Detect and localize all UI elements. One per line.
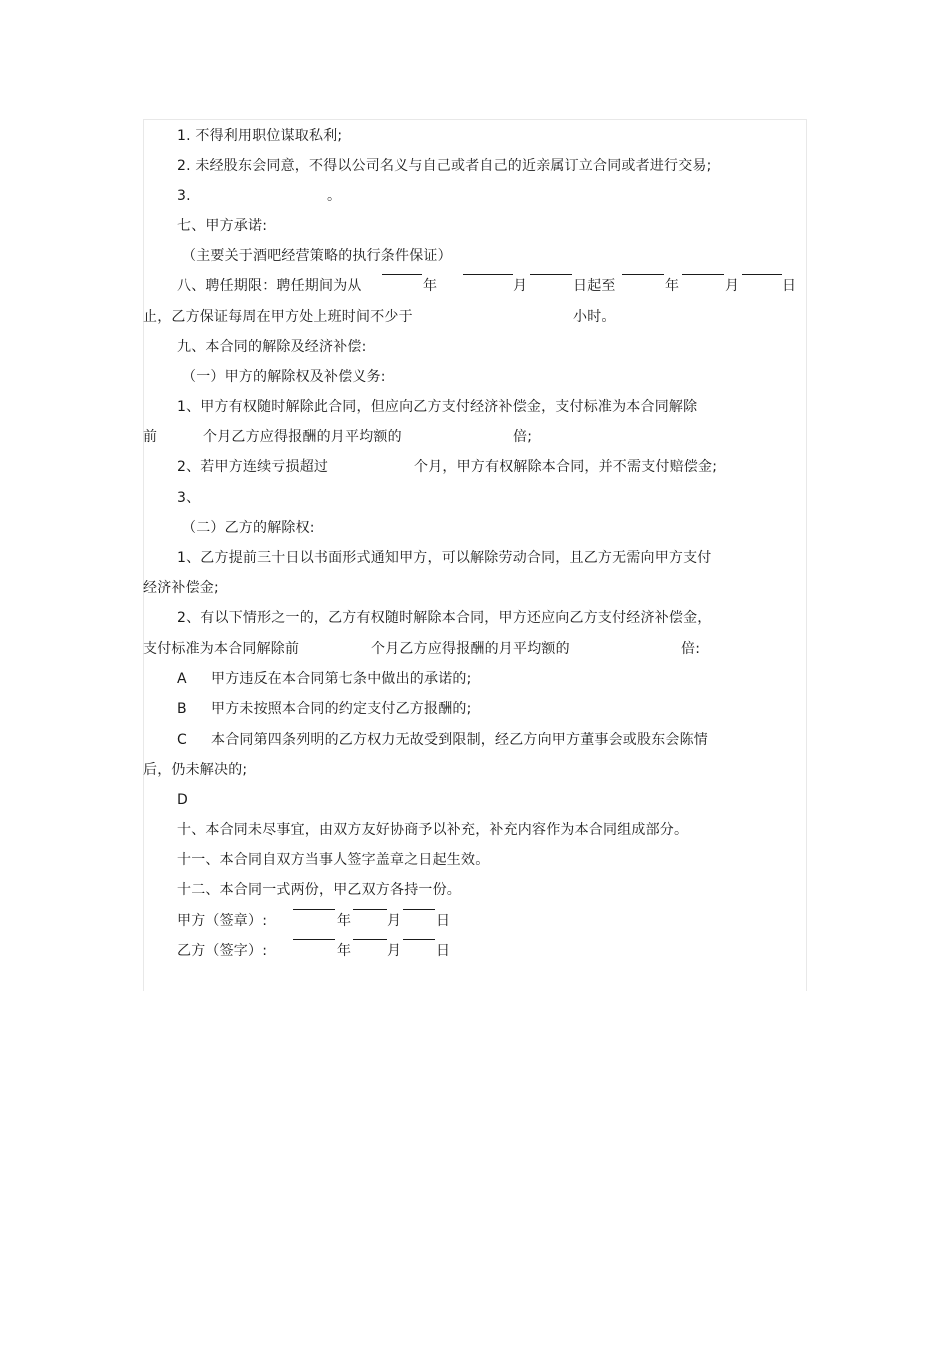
blank-sign-day — [403, 909, 435, 910]
heading-text: 七、甲方承诺: — [177, 218, 268, 234]
section-10 — [177, 821, 688, 839]
subsection-heading-1 — [182, 368, 386, 386]
condition-c-cont — [143, 761, 247, 779]
blank-start-day — [530, 274, 572, 275]
clause-text: 个月乙方应得报酬的月平均额的 — [371, 641, 570, 657]
clause-text: 个月，甲方有权解除本合同，并不需支付赔偿金; — [414, 459, 718, 475]
note-text: （主要关于酒吧经营策略的执行条件保证） — [182, 248, 452, 264]
clause-text: 2、有以下情形之一的，乙方有权随时解除本合同，甲方还应向乙方支付经济补偿金， — [177, 610, 712, 626]
clause-text: 1. 不得利用职位谋取私利; — [177, 128, 343, 144]
clause-text: 2. 未经股东会同意，不得以公司名义与自己或者自己的近亲属订立合同或者进行交易; — [177, 158, 712, 174]
unit-day: 日 — [436, 943, 451, 959]
blank-start-month — [463, 274, 513, 275]
clause-text: 前 — [143, 429, 158, 445]
clause-text: 十一、本合同自双方当事人签字盖章之日起生效。 — [177, 852, 490, 868]
unit-year: 年 — [337, 943, 352, 959]
clause-period: 。 — [327, 188, 342, 204]
clause-text: 3、 — [177, 490, 201, 506]
unit-year: 年 — [665, 278, 680, 294]
blank-start-year — [382, 274, 422, 275]
clause-text: 十、本合同未尽事宜，由双方友好协商予以补充，补充内容作为本合同组成部分。 — [177, 822, 689, 838]
clause-9-1-1 — [177, 398, 697, 416]
clause-text: 倍: — [681, 641, 701, 657]
blank-end-year — [622, 274, 664, 275]
clause-9-2-2 — [177, 609, 712, 627]
clause-text: 2、若甲方连续亏损超过 — [177, 459, 329, 475]
unit-month: 月 — [513, 278, 528, 294]
unit-month: 月 — [387, 913, 402, 929]
blank-sign-month — [353, 909, 387, 910]
unit-day: 日 — [436, 913, 451, 929]
term-hours-unit: 小时。 — [573, 309, 616, 325]
condition-text: 本合同第四条列明的乙方权力无故受到限制，经乙方向甲方董事会或股东会陈情 — [211, 732, 708, 748]
clause-text: 1、甲方有权随时解除此合同，但应向乙方支付经济补偿金，支付标准为本合同解除 — [177, 399, 698, 415]
condition-text: 甲方违反在本合同第七条中做出的承诺的; — [211, 671, 472, 687]
condition-letter: A — [177, 671, 187, 687]
unit-month: 月 — [387, 943, 402, 959]
term-label: 八、聘任期限：聘任期间为从 — [177, 278, 362, 294]
section-heading-7 — [177, 217, 267, 235]
unit-year: 年 — [423, 278, 438, 294]
unit-year: 年 — [337, 913, 352, 929]
section-heading-9 — [177, 338, 367, 356]
clause-item-2 — [177, 157, 712, 175]
blank-end-month — [682, 274, 724, 275]
condition-letter: C — [177, 732, 187, 748]
clause-text: 支付标准为本合同解除前 — [143, 641, 300, 657]
signature-label: 甲方（签章）: — [177, 913, 268, 929]
clause-text: 个月乙方应得报酬的月平均额的 — [203, 429, 402, 445]
blank-sign-day — [403, 939, 435, 940]
heading-text: 九、本合同的解除及经济补偿: — [177, 339, 367, 355]
clause-9-2-1-cont — [143, 579, 219, 597]
clause-text: 经济补偿金; — [143, 580, 219, 596]
signature-label: 乙方（签字）: — [177, 943, 268, 959]
unit-month: 月 — [725, 278, 740, 294]
clause-text: 倍; — [513, 429, 533, 445]
subsection-heading-2 — [182, 519, 315, 537]
section-note-7 — [182, 247, 452, 265]
clause-text: 1、乙方提前三十日以书面形式通知甲方，可以解除劳动合同，且乙方无需向甲方支付 — [177, 550, 712, 566]
heading-text: （一）甲方的解除权及补偿义务: — [182, 369, 386, 385]
blank-end-day — [742, 274, 782, 275]
condition-letter: B — [177, 701, 187, 717]
term-hours-label: 止，乙方保证每周在甲方处上班时间不少于 — [143, 309, 413, 325]
condition-letter: D — [177, 792, 188, 808]
clause-number: 3. — [177, 188, 191, 204]
clause-item-1 — [177, 127, 342, 145]
condition-text: 后，仍未解决的; — [143, 762, 248, 778]
clause-text: 十二、本合同一式两份，甲乙双方各持一份。 — [177, 882, 461, 898]
unit-day: 日 — [782, 278, 797, 294]
unit-day-to: 日起至 — [573, 278, 616, 294]
heading-text: （二）乙方的解除权: — [182, 520, 315, 536]
section-11 — [177, 851, 489, 869]
condition-text: 甲方未按照本合同的约定支付乙方报酬的; — [211, 701, 472, 717]
condition-d — [177, 791, 188, 809]
clause-9-1-3 — [177, 489, 200, 507]
section-12 — [177, 881, 461, 899]
blank-sign-year — [293, 939, 335, 940]
blank-sign-month — [353, 939, 387, 940]
blank-sign-year — [293, 909, 335, 910]
clause-9-2-1 — [177, 549, 712, 567]
